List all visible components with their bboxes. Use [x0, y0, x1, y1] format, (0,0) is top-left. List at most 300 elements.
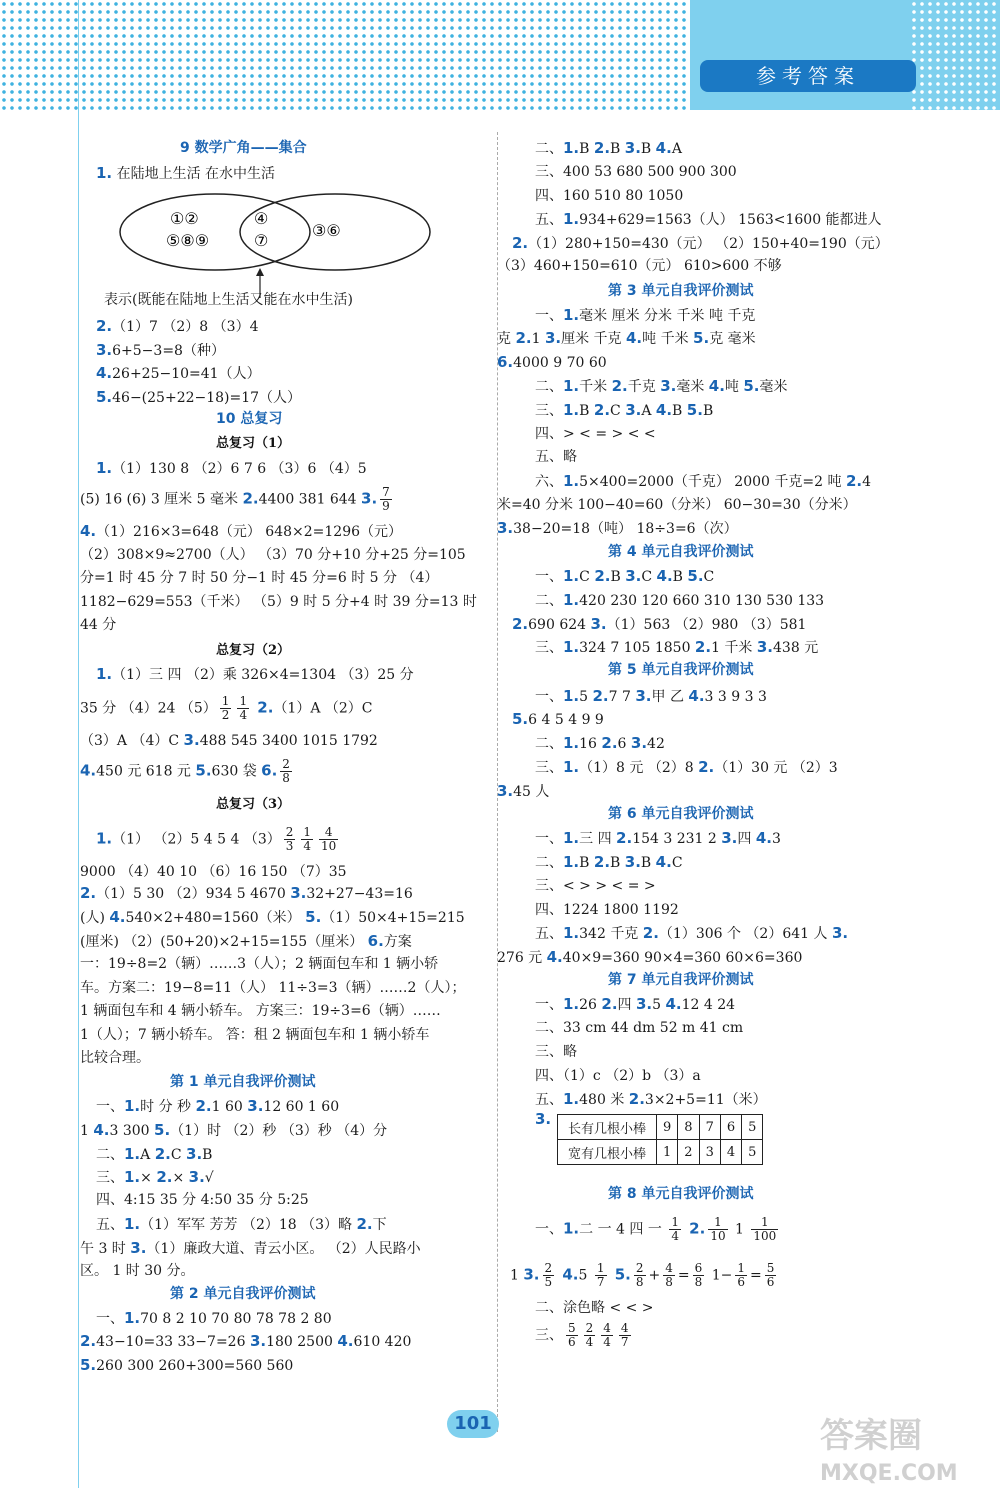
answer-text: 一、: [535, 1221, 563, 1238]
answer-text: B: [610, 569, 626, 585]
question-number: 2.: [80, 884, 97, 902]
question-number: 1.: [563, 1090, 580, 1108]
watermark-url: MXQE.COM: [820, 1461, 958, 1486]
question-number: 6.: [497, 353, 514, 371]
question-number: 1.: [563, 687, 580, 705]
answer-text: 千克: [627, 379, 661, 395]
answer-text: 二、: [535, 593, 563, 609]
answer-line: 1（人）；7 辆小轿车。 答：租 2 辆面包车和 1 辆小轿车: [80, 1027, 430, 1043]
watermark-title: 答案圈: [820, 1416, 922, 1456]
section-heading: 第 1 单元自我评价测试: [170, 1074, 316, 1090]
table-row: [558, 1140, 763, 1165]
question-number: 3.: [721, 829, 738, 847]
question-number: 5.: [96, 388, 113, 406]
answer-text: B: [610, 855, 625, 871]
question-number: 3.: [624, 139, 641, 157]
question-number: 4.: [546, 948, 563, 966]
question-number: 5.: [686, 401, 703, 419]
venn-diagram: [110, 180, 440, 300]
answer-text: 5: [579, 689, 593, 705]
question-number: 2.: [512, 615, 529, 633]
answer-text: 五、: [535, 926, 563, 942]
answer-line: [512, 233, 889, 254]
section-heading: 第 4 单元自我评价测试: [608, 544, 754, 560]
question-number: 3.: [249, 1332, 267, 1350]
section-heading: 第 7 单元自我评价测试: [608, 972, 754, 988]
question-number: 1.: [563, 401, 580, 419]
answer-line: 1 辆面包车和 4 辆小轿车。 方案三：19÷3=6（辆）……: [80, 1003, 441, 1019]
answer-text: C: [579, 569, 595, 585]
answer-text: 六、: [535, 474, 563, 490]
question-number: 3.: [523, 1265, 540, 1284]
answer-line: [535, 1089, 767, 1110]
fraction: $\frac{2}{4}$: [585, 1321, 594, 1349]
answer-text: 三 四: [579, 831, 617, 847]
row-label: 宽有几根小棒: [558, 1140, 657, 1165]
answer-line: [535, 852, 683, 873]
question-number: 5.: [693, 329, 710, 347]
answer-text: 1 60: [211, 1099, 248, 1115]
question-number: 1.: [563, 829, 580, 847]
question-number: 1.: [563, 306, 580, 324]
answer-text: 6+5−3=8（种）: [112, 343, 225, 359]
answer-text: 1: [80, 1123, 94, 1139]
section-heading: 第 6 单元自我评价测试: [608, 806, 754, 822]
answer-text: 毫米: [759, 379, 788, 395]
table-cell: 1: [657, 1140, 678, 1165]
question-number: 3.: [590, 615, 607, 633]
answer-line: （3）460+150=610（元） 610>600 不够: [497, 258, 782, 274]
answer-line: 四、（1）c （2）b （3）a: [535, 1068, 701, 1084]
question-number: 5.: [609, 1265, 631, 1284]
answer-line: 四、> < = > < <: [535, 426, 656, 442]
answer-text: （1）280+150=430（元） （2）150+40=190（元）: [528, 236, 889, 252]
question-number: 5.: [80, 1356, 97, 1374]
answer-line: [96, 340, 225, 361]
question-number: 5.: [154, 1121, 171, 1139]
answer-text: 一、: [96, 1311, 124, 1327]
question-number: 6.: [261, 761, 278, 780]
question-number: 3.: [130, 1239, 147, 1257]
answer-text: 610 420: [353, 1334, 412, 1350]
answer-text: 6: [617, 736, 631, 752]
question-number: 1.: [563, 1219, 580, 1238]
question-number: 3.: [635, 687, 652, 705]
answer-text: 480 米: [579, 1092, 629, 1108]
answer-text: 一、: [535, 831, 563, 847]
answer-line: [535, 566, 714, 587]
fraction: $\frac{1}{100}$: [753, 1215, 777, 1243]
answer-text: 420 230 120 660 310 130 530 133: [579, 593, 825, 609]
fraction: $\frac{1}{4}$: [239, 694, 248, 722]
question-number: 1.: [563, 472, 580, 490]
question-number: 2.: [154, 1145, 171, 1163]
answer-text: 4000 9 70 60: [513, 355, 607, 371]
answer-text: 方案: [383, 934, 412, 950]
answer-text: 35 分 （4）24 （5）: [80, 700, 217, 717]
fraction: $\frac{2}{8}$: [635, 1261, 644, 1289]
answer-text: 7 7: [608, 689, 636, 705]
answer-text: A: [140, 1147, 155, 1163]
question-number: 1.: [563, 853, 580, 871]
answer-line: [96, 316, 258, 337]
answer-text: =: [749, 1267, 762, 1284]
answer-text: 3: [771, 831, 781, 847]
answer-line: [535, 471, 871, 492]
answer-text: 12 60 1 60: [263, 1099, 340, 1115]
answer-text: （1）A （2）C: [273, 700, 373, 717]
answer-line: 比较合理。: [80, 1050, 150, 1066]
section-heading: 9 数学广角——集合: [180, 140, 307, 156]
answer-text: (厘米) （2）(50+20)×2+15=155（厘米）: [80, 934, 368, 950]
answer-text: 488 545 3400 1015 1792: [199, 733, 378, 749]
question-number: 3.: [630, 734, 648, 752]
fraction: $\frac{6}{8}$: [694, 1261, 703, 1289]
answer-line: [497, 781, 549, 802]
question-number: 3.: [624, 853, 641, 871]
table-cell: 8: [678, 1115, 699, 1140]
answer-text: 5: [578, 1267, 592, 1284]
answer-text: 五、: [535, 212, 563, 228]
answer-text: 二 一 4 四 一: [579, 1221, 667, 1238]
answer-text: 在陆地上生活 在水中生活: [112, 166, 276, 182]
answer-text: 3 300: [109, 1123, 155, 1139]
answer-text: 38−20=18（吨） 18÷3=6（次）: [513, 521, 738, 537]
answer-text: 26: [579, 997, 602, 1013]
answer-text: 16: [579, 736, 602, 752]
question-number: 5.: [743, 377, 760, 395]
question-number: 3.: [188, 1168, 205, 1186]
answer-text: （1）8 元 （2）8: [579, 760, 699, 776]
answer-line: [80, 486, 395, 513]
question-number: 2.: [515, 329, 532, 347]
table-row: [558, 1115, 763, 1140]
answer-text: 26+25−10=41（人）: [112, 366, 261, 382]
question-number: 1.: [563, 377, 580, 395]
answer-text: 五、: [96, 1217, 124, 1233]
question-number: 4.: [708, 377, 725, 395]
answer-text: 一、: [535, 308, 563, 324]
answer-text: 一、: [535, 997, 563, 1013]
question-number: 3.: [497, 782, 514, 800]
question-number: 4.: [93, 1121, 110, 1139]
answer-text: 46−(25+22−18)=17（人）: [112, 390, 302, 406]
answer-line: [535, 686, 767, 707]
fraction: $\frac{5}{6}$: [568, 1321, 576, 1349]
answer-text: （1）306 个 （2）641 人: [658, 926, 832, 942]
section-heading: 第 5 单元自我评价测试: [608, 662, 754, 678]
answer-text: √: [204, 1170, 214, 1186]
venn-middle-1: ④: [254, 209, 269, 228]
question-number: 5.: [512, 710, 529, 728]
answer-line: 四、4:15 35 分 4:50 35 分 5:25: [96, 1192, 309, 1208]
answer-text: 42: [647, 736, 665, 752]
dot-pattern-header: [0, 0, 690, 110]
question-number: 3.: [290, 884, 307, 902]
question-number: 4.: [626, 329, 643, 347]
question-number: 1.: [563, 995, 580, 1013]
table-cell: 2: [678, 1140, 699, 1165]
question-number: 2.: [96, 317, 113, 335]
question-number: 2.: [601, 995, 618, 1013]
fraction: $\frac{2}{3}$: [285, 825, 294, 853]
answer-line: [497, 947, 802, 968]
answer-line: [535, 1322, 634, 1349]
answer-text: 克: [497, 331, 516, 347]
table-cell: 6: [720, 1115, 741, 1140]
answer-text: C: [703, 569, 715, 585]
answer-text: （1）563 （2）980 （3）581: [606, 617, 807, 633]
question-number: 1.: [563, 210, 580, 228]
answer-text: 三、: [96, 1170, 124, 1186]
answer-line: [535, 757, 838, 778]
answer-line: [80, 730, 378, 751]
answer-line: 四、160 510 80 1050: [535, 188, 684, 204]
answer-text: 时 分 秒: [140, 1099, 196, 1115]
answer-text: 二、: [535, 736, 563, 752]
answer-line: [80, 1331, 411, 1352]
fraction: $\frac{4}{4}$: [603, 1321, 611, 1349]
answer-line: 四、1224 1800 1192: [535, 902, 679, 918]
section-heading: 总复习（3）: [216, 797, 291, 812]
question-number: 1.: [563, 758, 580, 776]
answer-line: [96, 1167, 214, 1188]
answer-text: （1）三 四 （2）乘 326×4=1304 （3）25 分: [112, 667, 414, 683]
answer-text: A: [671, 141, 682, 157]
answer-text: 276 元: [497, 950, 547, 966]
question-number: 4.: [656, 567, 673, 585]
question-number: 4.: [337, 1332, 354, 1350]
answer-line: [96, 1308, 332, 1329]
question-number: 3.: [660, 377, 677, 395]
answer-text: 934+629=1563（人） 1563<1600 能都进人: [579, 212, 882, 228]
question-number: 5.: [195, 761, 212, 780]
answer-text: 1−: [707, 1267, 733, 1284]
answer-line: [80, 1238, 421, 1259]
fraction: $\frac{4}{8}$: [665, 1261, 673, 1289]
answer-line: [535, 376, 788, 397]
answer-text: C: [641, 569, 657, 585]
answer-line: [80, 931, 412, 952]
question-number: 6.: [367, 932, 384, 950]
question-number: 4.: [655, 401, 673, 419]
fraction: $\frac{1}{4}$: [303, 825, 312, 853]
question-number: 3.: [756, 638, 774, 656]
answer-line: [535, 305, 755, 326]
answer-line: [535, 138, 682, 159]
answer-text: 二、: [535, 379, 563, 395]
answer-text: 一、: [535, 689, 563, 705]
answer-line: [497, 328, 756, 349]
question-number: 4.: [557, 1265, 579, 1284]
answer-text: （1）30 元 （2）3: [714, 760, 838, 776]
answer-line: [512, 709, 604, 730]
question-number: 2.: [616, 829, 633, 847]
answer-text: ×: [140, 1170, 157, 1186]
answer-text: 5: [652, 997, 666, 1013]
answer-text: =: [677, 1267, 690, 1284]
venn-left-set-1: ①②: [170, 209, 199, 228]
question-number: 1.: [124, 1097, 141, 1115]
answer-text: （1）军军 芳芳 （2）18 （3）略: [140, 1217, 357, 1233]
answer-text: 二、: [535, 141, 563, 157]
answer-line: [512, 614, 806, 635]
question-number: 5.: [305, 908, 322, 926]
question-number: 2.: [601, 734, 618, 752]
answer-line: 二、涂色略 < < >: [535, 1300, 654, 1316]
answer-text: 午 3 时: [80, 1241, 131, 1257]
question-number: 4.: [96, 364, 113, 382]
answer-text: B: [702, 403, 714, 419]
question-number: 3.: [186, 1145, 203, 1163]
question-number: 1.: [124, 1145, 141, 1163]
answer-line: 车。方案二：19−8=11（人） 11÷3=3（辆）……2（人）；: [80, 980, 466, 996]
answer-text: 1: [531, 331, 545, 347]
question-number: 1.: [563, 638, 580, 656]
answer-line: [96, 1214, 387, 1235]
answer-text: B: [579, 141, 594, 157]
answer-text: 千米: [579, 379, 612, 395]
answer-text: 吨: [724, 379, 744, 395]
answer-text: 1: [510, 1267, 524, 1284]
answer-line: [535, 733, 665, 754]
answer-text: 毫米: [676, 379, 709, 395]
question-number: 3.: [625, 567, 642, 585]
fraction: $\frac{1}{2}$: [221, 694, 230, 722]
question-number: 5.: [687, 567, 704, 585]
answer-text: 三、: [535, 760, 563, 776]
answer-line: 三、< > > < = >: [535, 878, 656, 894]
answer-text: B: [640, 141, 656, 157]
question-number: 2.: [593, 139, 611, 157]
question-number: 3.: [544, 329, 562, 347]
answer-text: （1）50×4+15=215: [321, 910, 465, 926]
question-number: 3.: [361, 489, 378, 508]
answer-text: 四: [737, 831, 756, 847]
answer-text: 154 3 231 2: [632, 831, 722, 847]
question-number: 2.: [80, 1332, 97, 1350]
answer-text: 342 千克: [579, 926, 643, 942]
question-number: 1.: [563, 139, 580, 157]
answer-key-label: 参考答案: [700, 60, 916, 92]
answer-text: 二、: [535, 855, 563, 871]
answer-text: 二、: [96, 1147, 124, 1163]
question-number: 2.: [592, 687, 609, 705]
answer-line: [80, 695, 373, 722]
answer-text: 三、: [535, 1327, 563, 1344]
table-cell: 5: [742, 1140, 763, 1165]
answer-line: 三、略: [535, 1044, 577, 1060]
answer-text: 甲 乙: [651, 689, 689, 705]
answer-text: 克 毫米: [709, 331, 756, 347]
answer-line: [535, 994, 735, 1015]
answer-text: 324 7 105 1850: [579, 640, 695, 656]
answer-text: ×: [172, 1170, 189, 1186]
answer-line: 区。 1 时 30 分。: [80, 1263, 195, 1279]
answer-line: 五、略: [535, 449, 577, 465]
table-cell: 9: [657, 1115, 678, 1140]
answer-line: [96, 1096, 339, 1117]
answer-text: （1）216×3=648（元） 648×2=1296（元）: [96, 524, 403, 540]
answer-text: 四: [617, 997, 636, 1013]
answer-line: 表示(既能在陆地上生活又能在水中生活): [104, 292, 353, 308]
question-number: 2.: [356, 1215, 373, 1233]
watermark: [820, 1408, 958, 1486]
answer-line: [80, 1120, 387, 1141]
question-number: 3.: [497, 519, 514, 537]
question-number: 4.: [688, 687, 705, 705]
question-number: 2.: [195, 1097, 212, 1115]
question-number: 4.: [665, 995, 682, 1013]
answer-line: [497, 518, 738, 539]
answer-text: 43−10=33 33−7=26: [96, 1334, 250, 1350]
fraction: $\frac{4}{7}$: [620, 1321, 629, 1349]
question-number: 2.: [252, 698, 274, 717]
answer-text: （1）7 （2）8 （3）4: [112, 319, 259, 335]
answer-line: [535, 590, 824, 611]
question-number: 2.: [628, 1090, 645, 1108]
answer-text: B: [640, 855, 656, 871]
answer-text: 630 袋: [211, 763, 262, 780]
table-cell: 5: [742, 1115, 763, 1140]
venn-right-set: ③⑥: [312, 221, 341, 240]
answer-text: 一、: [535, 569, 563, 585]
venn-middle-2: ⑦: [254, 231, 269, 250]
answer-text: 厘米 千克: [561, 331, 626, 347]
answer-line: [535, 923, 848, 944]
question-number: 2.: [845, 472, 863, 490]
answer-text: B: [610, 141, 625, 157]
answer-line: [535, 637, 818, 658]
answer-text: （1）廉政大道、青云小区。 （2）人民路小: [146, 1241, 421, 1257]
question-number: 4.: [655, 139, 672, 157]
question-number: 1.: [124, 1168, 141, 1186]
answer-text: 1 千米: [711, 640, 757, 656]
answer-text: 40×9=360 90×4=360 60×6=360: [562, 950, 803, 966]
answer-text: 4: [862, 474, 871, 490]
table-cell: 7: [699, 1115, 720, 1140]
answer-text: C: [671, 855, 683, 871]
section-heading: 第 2 单元自我评价测试: [170, 1286, 316, 1302]
question-number: 1.: [96, 459, 113, 477]
venn-left-set-2: ⑤⑧⑨: [166, 231, 210, 250]
answer-text: 260 300 260+300=560 560: [96, 1358, 294, 1374]
answer-line: [80, 758, 295, 785]
answer-line: [535, 400, 713, 421]
answer-text: 毫米 厘米 分米 千米 吨 千克: [579, 308, 756, 324]
answer-text: 三、: [535, 403, 563, 419]
answer-line: 9000 （4）40 10 （6）16 150 （7）35: [80, 864, 347, 880]
question-number: 3.: [831, 924, 849, 942]
question-number: 4.: [755, 829, 772, 847]
question-number: 2.: [593, 853, 611, 871]
answer-line: [510, 1262, 779, 1289]
answer-line: （2）308×9≈2700（人） （3）70 分+10 分+25 分=105: [80, 547, 466, 563]
question-number: 1.: [96, 829, 113, 848]
answer-text: 5×400=2000（千克） 2000 千克=2 吨: [579, 474, 846, 490]
answer-text: 690 624: [528, 617, 591, 633]
answer-text: 吨 千米: [642, 331, 694, 347]
answer-line: [96, 363, 261, 384]
answer-text: （1）5 30 （2）934 5 4670: [96, 886, 291, 902]
fraction: $\frac{4}{10}$: [321, 825, 337, 853]
table-cell: 4: [720, 1140, 741, 1165]
answer-text: 三、: [535, 640, 563, 656]
question-number: 3.: [535, 1110, 552, 1128]
answer-line: [96, 387, 301, 408]
answer-line: 1182−629=553（千米） （5）9 时 5 分+4 时 39 分=13 时: [80, 594, 477, 610]
header-corner-block: [690, 0, 1000, 110]
